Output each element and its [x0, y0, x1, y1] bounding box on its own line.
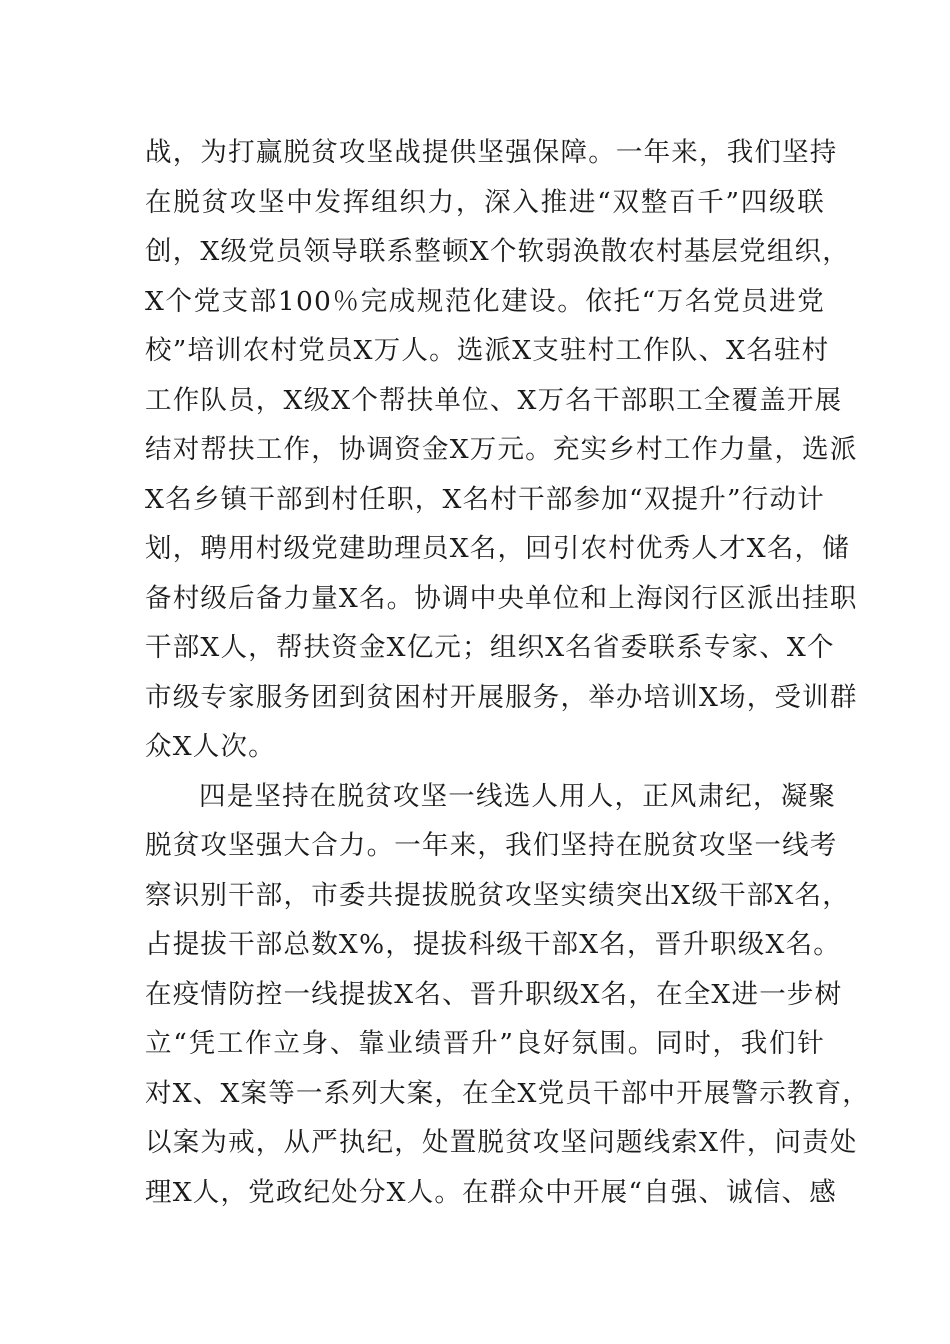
text-line: 四是坚持在脱贫攻坚一线选人用人，正风肃纪，凝聚: [199, 780, 837, 812]
text-line: X个党支部100％完成规范化建设。依托“万名党员进党: [145, 285, 825, 317]
paragraph-continued: [145, 128, 858, 772]
text-line: 市级专家服务团到贫困村开展服务，举办培训X场，受训群: [145, 681, 858, 713]
text-line: 工作队员，X级X个帮扶单位、X万名干部职工全覆盖开展: [145, 384, 843, 416]
text-line: 创，X级党员领导联系整顿X个软弱涣散农村基层党组织，: [145, 236, 850, 267]
text-line: 校”培训农村党员X万人。选派X支驻村工作队、X名驻村: [145, 335, 830, 366]
text-line: 脱贫攻坚强大合力。一年来，我们坚持在脱贫攻坚一线考: [145, 830, 838, 861]
text-line: 干部X人，帮扶资金X亿元；组织X名省委联系专家、X个: [145, 632, 835, 663]
text-line: 占提拔干部总数X%，提拔科级干部X名，晋升职级X名。: [145, 929, 841, 960]
text-line: 战，为打赢脱贫攻坚战提供坚强保障。一年来，我们坚持: [145, 137, 838, 168]
text-line: 划，聘用村级党建助理员X名，回引农村优秀人才X名，储: [145, 533, 850, 564]
paragraph-four: [145, 772, 870, 1218]
text-line: 结对帮扶工作，协调资金X万元。充实乡村工作力量，选派: [145, 434, 858, 465]
text-line: 对X、X案等一系列大案，在全X党员干部中开展警示教育，: [145, 1077, 870, 1109]
text-line: 立“凭工作立身、靠业绩晋升”良好氛围。同时，我们针: [145, 1028, 825, 1059]
text-line: 理X人，党政纪处分X人。在群众中开展“自强、诚信、感: [145, 1176, 837, 1208]
text-line: 在脱贫攻坚中发挥组织力，深入推进“双整百千”四级联: [145, 186, 825, 218]
text-line: 众X人次。: [145, 731, 276, 762]
text-line: X名乡镇干部到村任职，X名村干部参加“双提升”行动计: [145, 483, 825, 515]
text-line: 在疫情防控一线提拔X名、晋升职级X名，在全X进一步树: [145, 978, 843, 1010]
text-line: 备村级后备力量X名。协调中央单位和上海闵行区派出挂职: [145, 582, 858, 614]
text-line: 察识别干部，市委共提拔脱贫攻坚实绩突出X级干部X名，: [145, 879, 850, 911]
body-text: [145, 128, 870, 1217]
text-line: 以案为戒，从严执纪，处置脱贫攻坚问题线索X件，问责处: [145, 1127, 858, 1158]
